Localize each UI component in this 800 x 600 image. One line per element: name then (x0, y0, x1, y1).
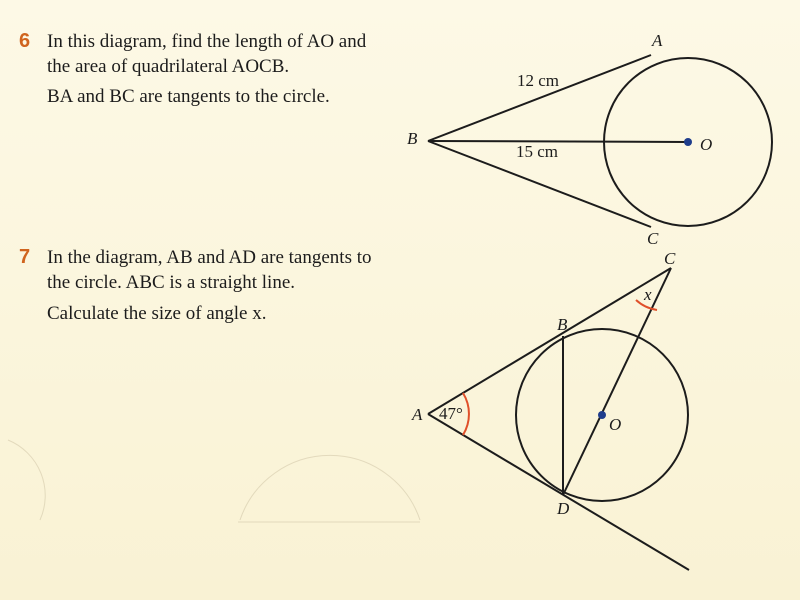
question-6-number: 6 (19, 30, 31, 52)
q6-centre-dot (684, 138, 692, 146)
q7-line-abc (428, 268, 671, 414)
question-7-line-2: the circle. ABC is a straight line. (47, 272, 296, 293)
q7-angle-a-arc (463, 393, 469, 435)
q7-label-d: D (557, 499, 570, 518)
q6-label-a: A (652, 31, 663, 50)
q6-label-b: B (407, 129, 418, 148)
bleed-through-marks (8, 440, 420, 522)
q7-line-doc (563, 268, 671, 495)
diagram-q6 (407, 31, 772, 248)
diagram-q7 (411, 249, 689, 570)
question-7-line-3: Calculate the size of angle x. (47, 303, 267, 324)
q7-line-ad (428, 414, 689, 570)
q7-label-a: A (412, 405, 423, 424)
q7-angle-a-value: 47° (439, 404, 463, 423)
q6-label-c: C (647, 229, 659, 248)
q6-label-o: O (700, 135, 713, 154)
q7-centre-dot (598, 411, 606, 419)
q7-label-b: B (557, 315, 568, 334)
q7-label-c: C (664, 249, 676, 268)
question-6-line-3: BA and BC are tangents to the circle. (47, 86, 330, 107)
q6-length-bo: 15 cm (516, 142, 559, 161)
question-6-line-1: In this diagram, find the length of AO and (47, 31, 367, 52)
q6-length-ba: 12 cm (517, 71, 560, 90)
question-7-number: 7 (19, 246, 31, 268)
question-6-line-2: the area of quadrilateral AOCB. (47, 56, 290, 77)
q7-label-o: O (609, 415, 622, 434)
question-7-line-1: In the diagram, AB and AD are tangents to (47, 247, 372, 268)
q7-angle-x-label: x (644, 285, 652, 304)
